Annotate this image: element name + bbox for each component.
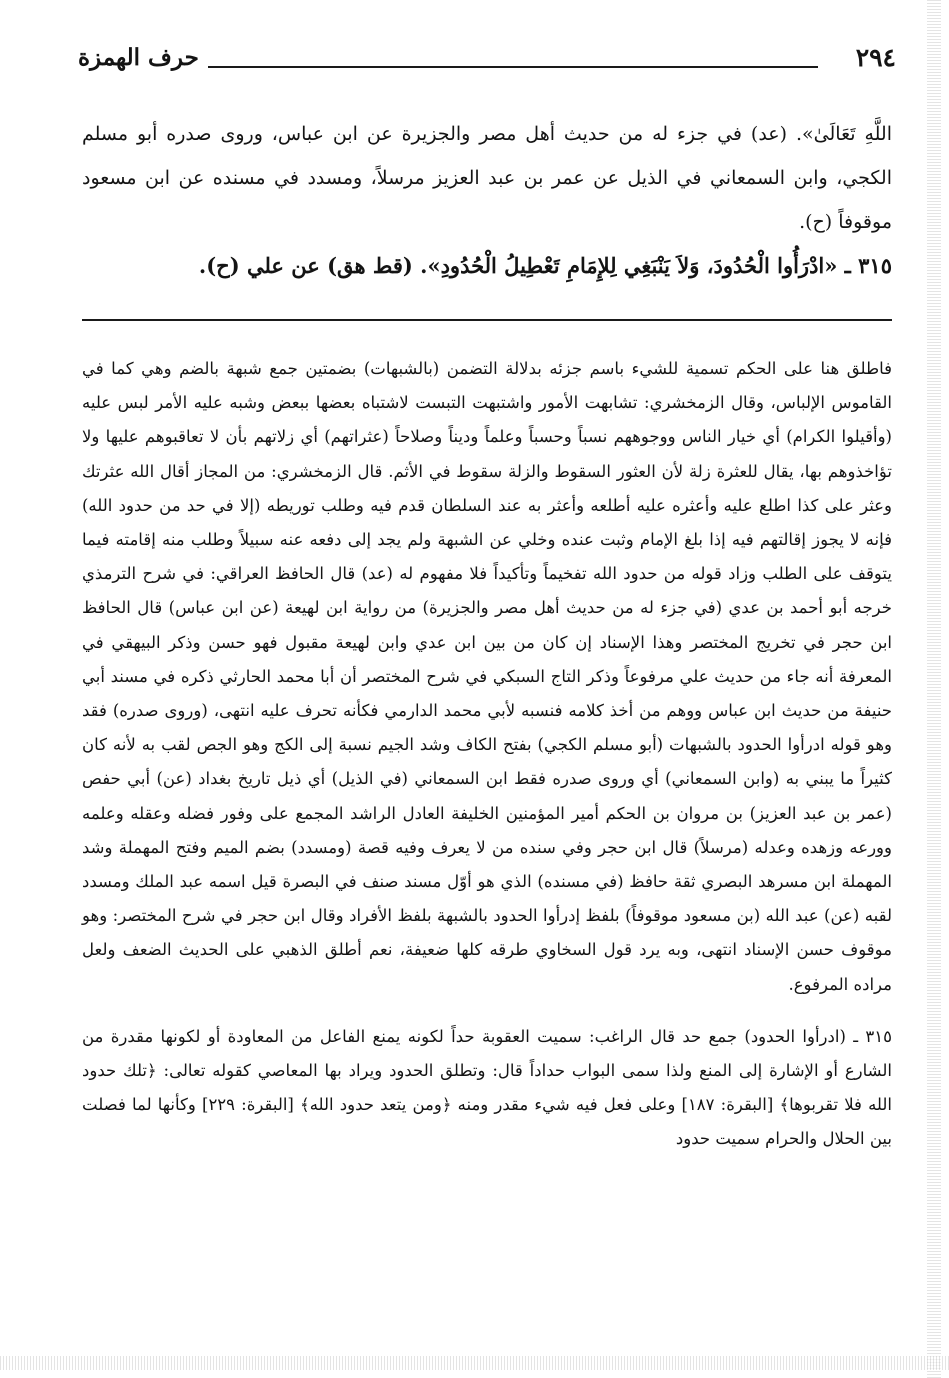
- header-rule: [208, 66, 818, 68]
- main-paragraph-continuation: اللَّهِ تَعَالَىٰ». (عد) في جزء له من حديث أهل مصر والجزيرة عن ابن عباس، وروى صدره أبو مسلم الكجي، وابن السمعاني في الذيل عن عمر بن عبد العزيز مرسلاً، ومسدد في مسنده عن ابن مسعود موقوفاً (ح).: [82, 123, 892, 233]
- page-edge-texture-right: [927, 0, 941, 1378]
- main-text: [82, 112, 892, 288]
- page-header: [78, 40, 896, 76]
- footnote-divider: [82, 319, 892, 321]
- commentary-paragraph-1: فاطلق هنا على الحكم تسمية للشيء باسم جزئه بدلالة التضمن (بالشبهات) بضمتين جمع شبهة بالضم وهي كما في القاموس الإلباس، وقال الزمخشري: تشابهت الأمور واشتبهت التبست لاشتباه بعضها ببعض وشبه عليه الأمر لبس عليه (وأقيلوا الكرام) أي خيار الناس ووجوههم نسباً وحسباً وعلماً وديناً وصلاحاً (عثراتهم) أي زلاتهم بأن لا تعاقبوهم عليها ولا تؤاخذوهم بها، يقال للعثرة زلة لأن العثور السقوط والزلة سقوط في الأثم. قال الزمخشري: من المجاز أقال الله عثرتك وعثر على كذا اطلع عليه وأعثره عليه أطلعه وأعثر به عند السلطان قدم فيه وطلب توريطه (إلا في حد من حدود الله) فإنه لا يجوز إقالتهم فيه إذا بلغ الإمام وثبت عنده وخلي عن الشبهة ولم يجد إلى دفعه عنه سبيلاً وطلب منه إقامته فيما يتوقف على الطلب وزاد قوله من حدود الله تفخيماً وتأكيداً فلا مفهوم له (عد) قال الحافظ العراقي: في شرح الترمذي خرجه أبو أحمد بن عدي (في جزء له من حديث أهل مصر والجزيرة) من رواية ابن لهيعة (عن ابن عباس) قال الحافظ ابن حجر في تخريج المختصر وهذا الإسناد إن كان من بين ابن عدي وابن لهيعة مقبول فهو حسن وذكر البيهقي في المعرفة أنه جاء من حديث علي مرفوعاً وذكر التاج السبكي في شرح المختصر أن أبا محمد الحارثي ذكره في مسند أبي حنيفة من حديث ابن عباس ووهم من أخذ كلامه فنسبه لأبي محمد الدارمي فكأنه تحرف عليه انتهى، (وروى صدره) فقد وهو قوله ادرأوا الحدود بالشبهات (أبو مسلم الكجي) بفتح الكاف وشد الجيم نسبة إلى الكج وهو الجص لقب به لأنه كان كثيراً ما يبني به (وابن السمعاني) أي وروى صدره فقط ابن السمعاني (في الذيل) أي ذيل تاريخ بغداد (عن) أبي حفص (عمر بن عبد العزيز) بن مروان بن الحكم أمير المؤمنين الخليفة العادل الراشد المجمع على وفور فضله وعقله وعلمه وورعه وزهده وعدله (مرسلاً) قال ابن حجر وفي سنده من لا يعرف وفيه قصة (ومسدد) بضم الميم وفتح المهملة وشد المهملة ابن مسرهد البصري ثقة حافظ (في مسنده) الذي هو أوّل مسند صنف في البصرة قيل اسمه عبد الملك ومسدد لقبه (عن) عبد الله (بن مسعود موقوفاً) بلفظ إدرأوا الحدود بالشبهة بلفظ الأفراد وقال ابن حجر في شرح المختصر: وهو موقوف حسن الإسناد انتهى، وبه يرد قول السخاوي طرقه كلها ضعيفة، نعم أطلق الذهبي على الحديث الضعف ولعل مراده المرفوع.: [82, 359, 892, 994]
- commentary-text: [82, 352, 892, 1157]
- hadith-315: ٣١٥ ـ «ادْرَأُوا الْحُدُودَ، وَلاَ يَنْبَغِي لِلإِمَامِ تَعْطِيلُ الْحُدُودِ». (قط هق) عن علي (ح).: [198, 253, 892, 278]
- page-edge-texture-bottom: [0, 1356, 949, 1370]
- commentary-paragraph-2: ٣١٥ ـ (ادرأوا الحدود) جمع حد قال الراغب: سميت العقوبة حداً لكونه يمنع الفاعل من المعاودة أو لكونها مقدرة من الشارع أو الإشارة إلى المنع ولذا سمى البواب حداداً قال: وتطلق الحدود ويراد بها المعاصي كقوله تعالى: ﴿تلك حدود الله فلا تقربوها﴾ [البقرة: ١٨٧] وعلى فعل فيه شيء مقدر ومنه ﴿ومن يتعد حدود الله﴾ [البقرة: ٢٢٩] وكأنها لما فصلت بين الحلال والحرام سميت حدود: [82, 1026, 892, 1149]
- chapter-title: حرف الهمزة: [78, 44, 199, 71]
- page-number: ٢٩٤: [855, 43, 896, 72]
